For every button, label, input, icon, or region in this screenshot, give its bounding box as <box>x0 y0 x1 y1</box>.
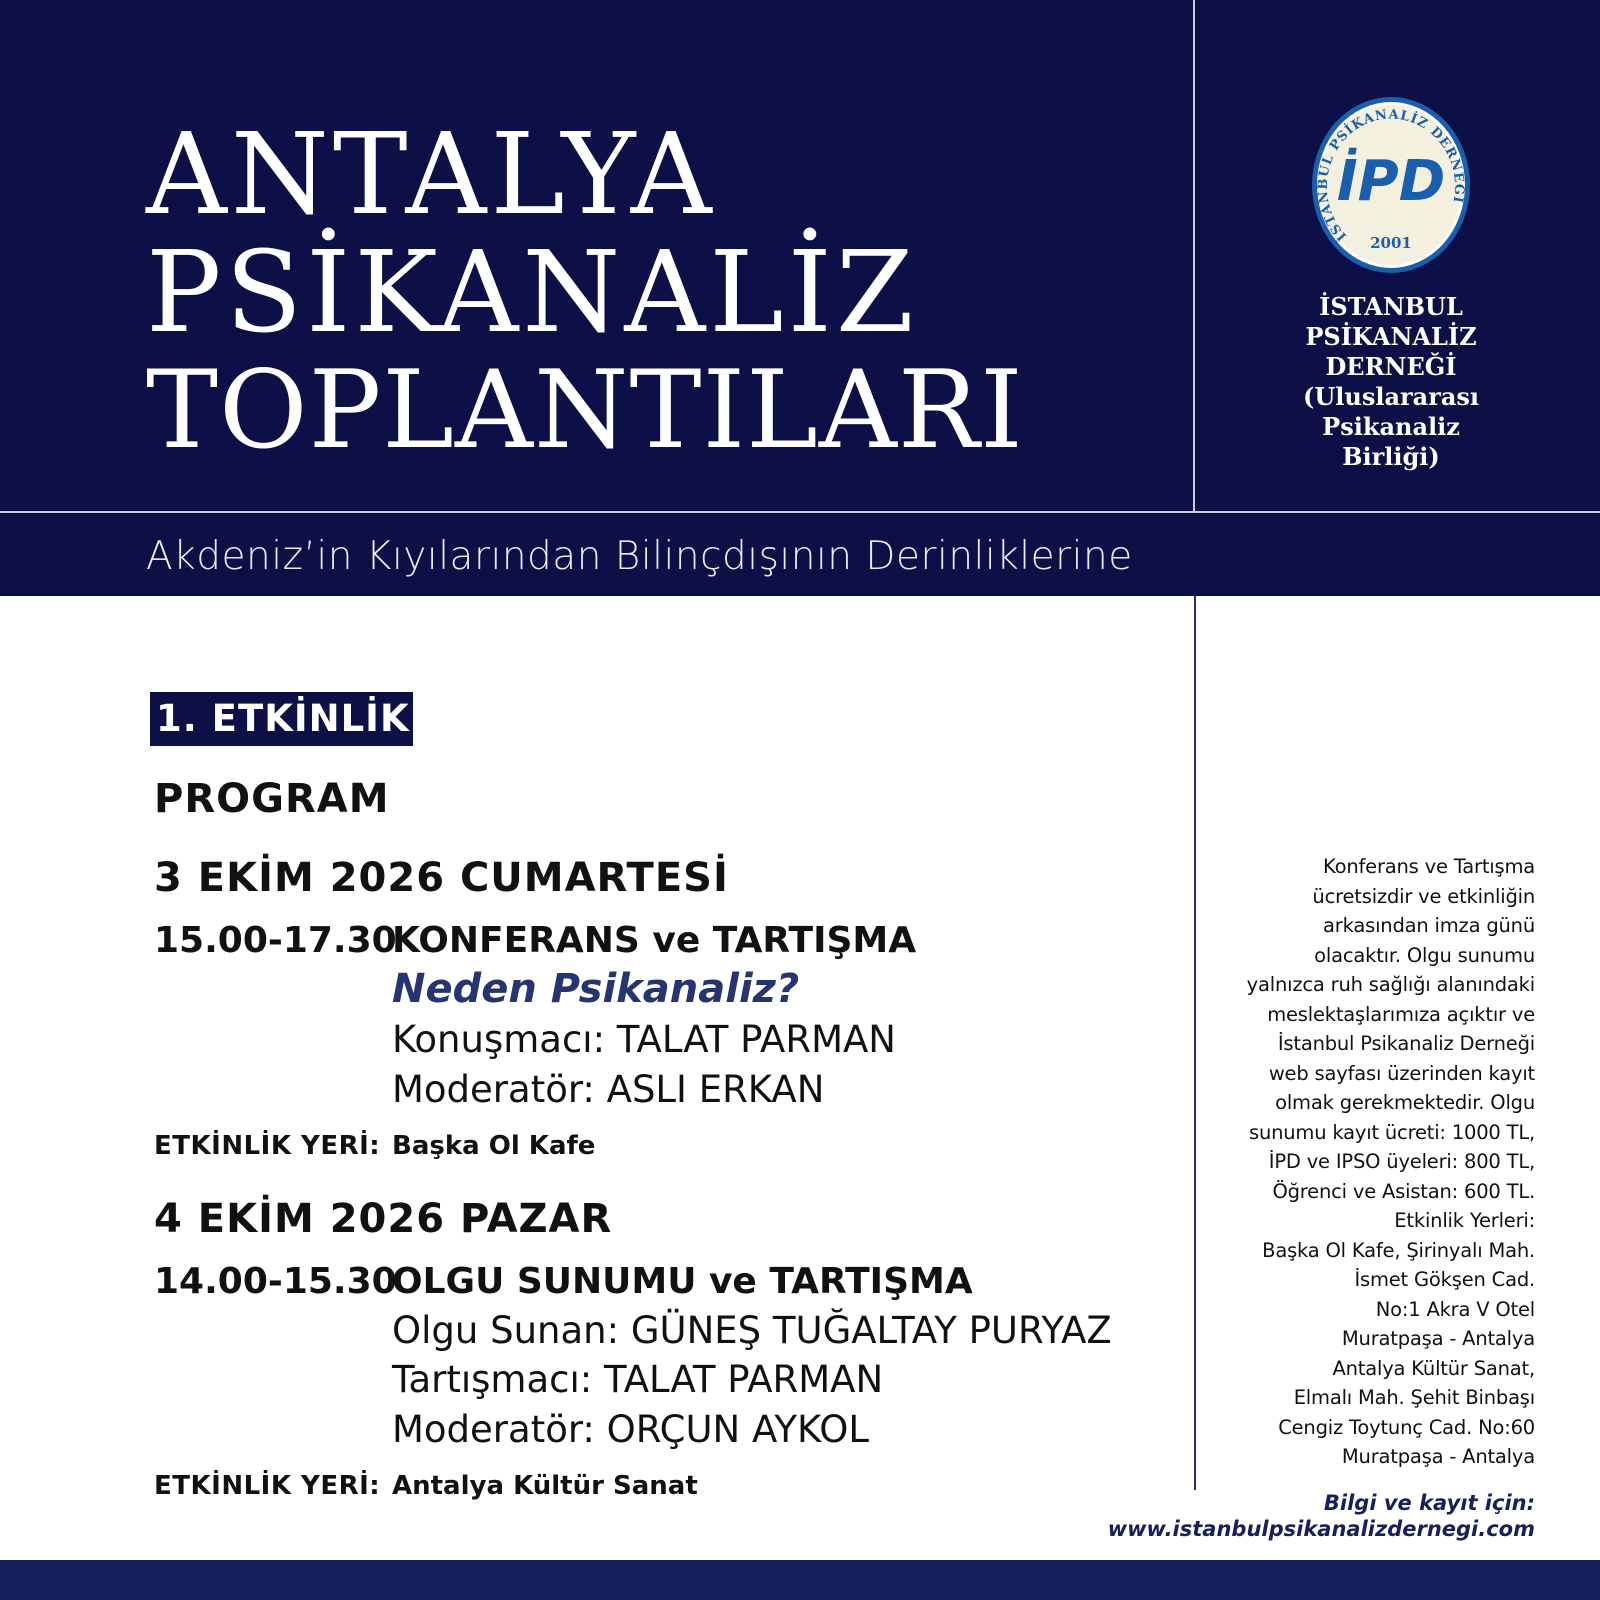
day-1-venue-label: ETKİNLİK YERİ: <box>154 1131 381 1161</box>
org-line: Psikanaliz <box>1322 412 1460 441</box>
day-1-moderator: Moderatör: ASLI ERKAN <box>392 1068 825 1111</box>
day-2-venue-label: ETKİNLİK YERİ: <box>154 1471 381 1501</box>
content-vertical-divider <box>1194 596 1196 1490</box>
info-line: yalnızca ruh sağlığı alanındaki <box>1246 973 1535 996</box>
header-divider <box>0 511 1600 513</box>
info-line: Muratpaşa - Antalya <box>1341 1445 1535 1468</box>
info-line: Elmalı Mah. Şehit Binbaşı <box>1293 1386 1535 1409</box>
contact-label: Bilgi ve kayıt için: <box>1323 1491 1535 1515</box>
website-link[interactable]: www.istanbulpsikanalizdernegi.com <box>1107 1517 1535 1541</box>
day-1-date: 3 EKİM 2026 CUMARTESİ <box>154 855 729 901</box>
title-line-1: ANTALYA <box>146 110 716 240</box>
info-line: olmak gerekmektedir. Olgu <box>1275 1091 1535 1114</box>
logo-ring-text: İSTANBUL PSİKANALİZ DERNEĞİ <box>1315 107 1467 244</box>
day-2-discussant: Tartışmacı: TALAT PARMAN <box>392 1358 884 1401</box>
day-1-event-subtitle: Neden Psikanaliz? <box>392 966 800 1012</box>
day-2-event-title: OLGU SUNUMU ve TARTIŞMA <box>392 1261 973 1302</box>
tagline: Akdeniz’in Kıyılarından Bilinçdışının Derinliklerine <box>146 534 1133 579</box>
info-line: Muratpaşa - Antalya <box>1341 1327 1535 1350</box>
event-badge: 1. ETKİNLİK <box>150 692 413 746</box>
info-line: İstanbul Psikanaliz Derneği <box>1277 1032 1535 1055</box>
info-line: Cengiz Toytunç Cad. No:60 <box>1278 1415 1535 1439</box>
day-2-presenter: Olgu Sunan: GÜNEŞ TUĞALTAY PURYAZ <box>392 1309 1112 1352</box>
info-line: meslektaşlarımıza açıktır ve <box>1267 1002 1535 1026</box>
header-vertical-divider <box>1193 0 1195 512</box>
association-logo <box>1311 96 1471 274</box>
org-line: İSTANBUL <box>1319 292 1463 321</box>
org-line: DERNEĞİ <box>1325 352 1457 381</box>
day-2-venue: Antalya Kültür Sanat <box>392 1471 698 1501</box>
info-line: İsmet Gökşen Cad. <box>1354 1268 1535 1291</box>
info-line: Konferans ve Tartışma <box>1322 855 1535 878</box>
footer-band <box>0 1560 1600 1600</box>
info-line: arkasından imza günü <box>1323 914 1535 937</box>
info-line: Başka Ol Kafe, Şirinyalı Mah. <box>1262 1238 1535 1262</box>
info-line: sunumu kayıt ücreti: 1000 TL, <box>1249 1120 1535 1144</box>
page-title <box>146 110 1024 473</box>
info-line: ücretsizdir ve etkinliğin <box>1312 884 1535 908</box>
info-line: Etkinlik Yerleri: <box>1394 1209 1535 1232</box>
day-1-time: 15.00-17.30 <box>154 920 397 961</box>
day-2-time: 14.00-15.30 <box>154 1261 397 1302</box>
side-info-text <box>1214 852 1535 1472</box>
contact-info <box>1096 1490 1535 1542</box>
info-line: web sayfası üzerinden kayıt <box>1268 1061 1535 1085</box>
org-line: PSİKANALİZ <box>1305 322 1477 351</box>
info-line: Öğrenci ve Asistan: 600 TL. <box>1272 1179 1535 1203</box>
program-heading: PROGRAM <box>154 776 390 822</box>
org-line: Birliği) <box>1342 442 1440 471</box>
logo-monogram: İPD <box>1336 149 1446 214</box>
title-line-2: PSİKANALİZ <box>146 228 918 358</box>
day-1-speaker: Konuşmacı: TALAT PARMAN <box>392 1018 896 1061</box>
title-line-3: TOPLANTILARI <box>146 348 1024 473</box>
org-line: (Uluslararası <box>1302 382 1480 411</box>
logo-year: 2001 <box>1370 234 1412 252</box>
info-line: Antalya Kültür Sanat, <box>1332 1356 1535 1380</box>
info-line: İPD ve IPSO üyeleri: 800 TL, <box>1268 1150 1535 1173</box>
day-2-moderator: Moderatör: ORÇUN AYKOL <box>392 1408 869 1451</box>
day-1-venue: Başka Ol Kafe <box>392 1131 596 1161</box>
organization-name <box>1296 292 1486 472</box>
day-1-event-title: KONFERANS ve TARTIŞMA <box>392 920 917 961</box>
info-line: No:1 Akra V Otel <box>1375 1297 1535 1321</box>
info-line: olacaktır. Olgu sunumu <box>1314 943 1535 967</box>
day-2-date: 4 EKİM 2026 PAZAR <box>154 1196 613 1242</box>
